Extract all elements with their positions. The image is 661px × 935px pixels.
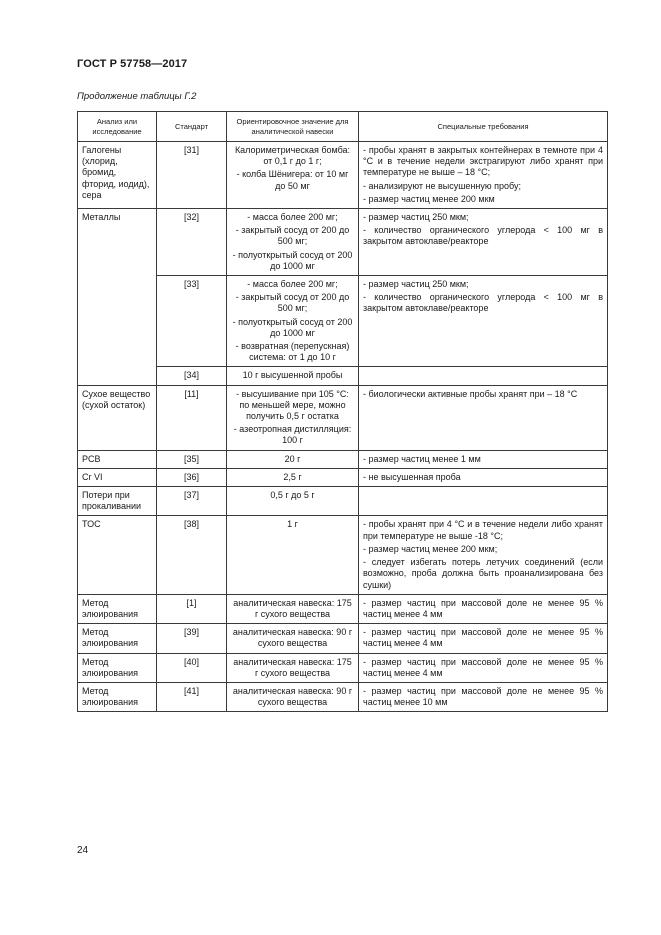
table-row [78,682,608,711]
cell-capacity [227,594,359,623]
cell-standard: [39] [157,624,227,653]
cell-standard: [34] [157,367,227,385]
cell-standard: [38] [157,516,227,594]
cell-requirements [359,468,608,486]
capacity-line: 0,5 г до 5 г [270,490,315,501]
cell-analysis: Метод элюирования [78,594,157,623]
requirement-line: - размер частиц при массовой доле не менее 95 % частиц менее 10 мм [363,685,603,708]
cell-capacity [227,624,359,653]
capacity-line: - возвратная (перепускная) система: от 1 до 10 г [235,341,350,363]
cell-analysis: Метод элюирования [78,624,157,653]
capacity-line: аналитическая навеска: 90 г сухого вещества [232,685,353,708]
requirement-line: - следует избегать потерь летучих соединений (если возможно, проба должна быть проанализирована без сушки) [363,557,603,590]
cell-standard: [31] [157,142,227,209]
cell-capacity [227,487,359,516]
cell-capacity [227,209,359,276]
capacity-line: 20 г [284,453,301,464]
capacity-line: аналитическая навеска: 175 г сухого вещества [233,656,352,678]
cell-standard: [32] [157,209,227,276]
cell-standard: [35] [157,450,227,468]
cell-analysis: Металлы [78,209,157,386]
page-number: 24 [77,845,89,856]
cell-analysis: Метод элюирования [78,682,157,711]
table-header-row [78,112,608,142]
cell-standard: [33] [157,276,227,367]
capacity-line: - колба Шёнигера: от 10 мг до 50 мг [236,169,349,191]
requirement-line: - размер частиц 250 мкм; [363,212,469,223]
capacity-line: - азеотропная дистилляция: 100 г [233,424,352,446]
header-standard: Стандарт [157,112,227,142]
requirements-table [77,111,608,712]
requirement-line: - размер частиц при массовой доле не менее 95 % частиц менее 4 мм [363,627,603,649]
cell-requirements [359,142,608,209]
cell-requirements [359,385,608,450]
capacity-line: аналитическая навеска: 175 г сухого вещества [233,597,352,619]
table-row [78,209,608,276]
cell-capacity [227,450,359,468]
capacity-line: - высушивание при 105 °С: по меньшей мере, можно получить 0,5 г остатка [236,388,349,422]
cell-requirements [359,516,608,594]
cell-analysis: ТОС [78,516,157,594]
capacity-line: - масса более 200 мг; [247,279,338,290]
table-row [78,624,608,653]
cell-capacity [227,653,359,682]
requirement-line: - размер частиц при массовой доле не менее 95 % частиц менее 4 мм [363,597,603,619]
capacity-line: - полуоткрытый сосуд от 200 до 1000 мг [232,316,353,338]
cell-requirements [359,367,608,385]
requirement-line: - размер частиц менее 200 мкм; [363,543,498,554]
cell-analysis: PCB [78,450,157,468]
requirement-line: - пробы хранят при 4 °С и в течение недели либо хранят при температуре не выше -18 °С; [363,519,603,541]
header-analysis: Анализ или исследование [78,112,157,142]
cell-standard: [1] [157,594,227,623]
cell-requirements [359,450,608,468]
requirement-line: - размер частиц 250 мкм; [363,279,469,290]
cell-standard: [11] [157,385,227,450]
table-row [78,653,608,682]
requirement-line: - количество органического углерода < 100 мг в закрытом автоклаве/реакторе [363,292,603,314]
requirement-line: - анализируют не высушенную пробу; [363,180,521,191]
cell-analysis: Сухое вещество (сухой остаток) [78,385,157,450]
cell-standard: [40] [157,653,227,682]
table-row [78,516,608,594]
cell-requirements [359,487,608,516]
cell-capacity [227,142,359,209]
capacity-line: аналитическая навеска: 90 г сухого вещества [232,627,353,649]
table-row [78,468,608,486]
table-row [78,276,608,367]
header-capacity: Ориентировочное значение для аналитической навески [227,112,359,142]
requirement-line: - не высушенная проба [363,471,461,482]
capacity-line: Калориметрическая бомба: от 0,1 г до 1 г; [234,145,351,167]
requirement-line: - биологически активные пробы хранят при – 18 °С [363,388,578,399]
cell-analysis: Cr VI [78,468,157,486]
cell-capacity [227,385,359,450]
cell-requirements [359,624,608,653]
capacity-line: - полуоткрытый сосуд от 200 до 1000 мг [232,249,353,271]
cell-standard: [36] [157,468,227,486]
cell-requirements [359,276,608,367]
cell-standard: [41] [157,682,227,711]
cell-analysis: Потери при прокаливании [78,487,157,516]
requirement-line: - размер частиц при массовой доле не менее 95 % частиц менее 4 мм [363,656,603,678]
capacity-line: 2,5 г [283,471,302,482]
cell-requirements [359,653,608,682]
cell-capacity [227,367,359,385]
table-row [78,450,608,468]
cell-standard: [37] [157,487,227,516]
cell-requirements [359,209,608,276]
document-id: ГОСТ Р 57758—2017 [77,58,188,70]
requirement-line: - пробы хранят в закрытых контейнерах в темноте при 4 °С и в течение недели экстрагируют либо хранят при температуре не выше – 18 °С; [363,145,603,178]
requirement-line: - размер частиц менее 1 мм [363,453,481,464]
cell-capacity [227,276,359,367]
requirement-line: - размер частиц менее 200 мкм [363,193,495,204]
capacity-line: 10 г высушенной пробы [242,370,343,381]
capacity-line: - закрытый сосуд от 200 до 500 мг; [235,292,350,314]
cell-analysis: Метод элюирования [78,653,157,682]
table-row [78,594,608,623]
table-row [78,367,608,385]
cell-analysis: Галогены (хлорид, бромид, фторид, иодид), сера [78,142,157,209]
capacity-line: - закрытый сосуд от 200 до 500 мг; [235,225,350,247]
cell-capacity [227,516,359,594]
capacity-line: 1 г [287,519,298,530]
table-row [78,487,608,516]
cell-capacity [227,682,359,711]
cell-requirements [359,682,608,711]
table-body [78,142,608,712]
capacity-line: - масса более 200 мг; [247,212,338,223]
table-row [78,385,608,450]
requirement-line: - количество органического углерода < 100 мг в закрытом автоклаве/реакторе [363,225,603,247]
header-requirements: Специальные требования [359,112,608,142]
cell-requirements [359,594,608,623]
cell-capacity [227,468,359,486]
table-caption: Продолжение таблицы Г.2 [77,91,197,102]
table-row [78,142,608,209]
